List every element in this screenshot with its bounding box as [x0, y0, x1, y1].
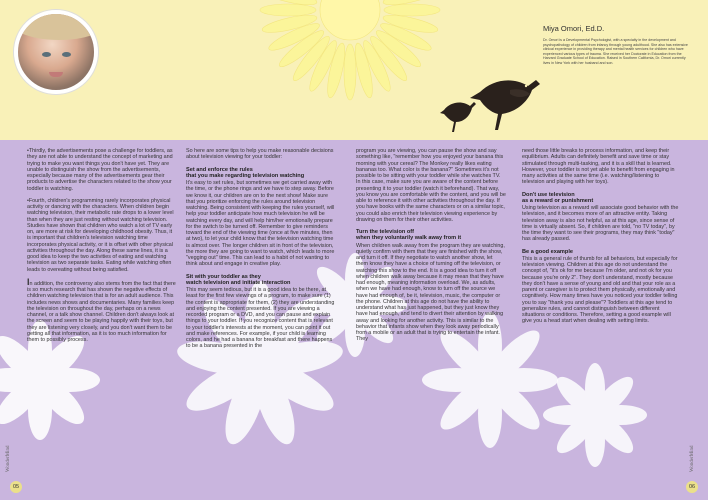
author-name: Miya Omori, Ed.D.	[543, 24, 605, 33]
magazine-name-right: WonderMind	[690, 445, 695, 472]
paragraph: •Fourth, children's programming rarely incorporates physical activity or dancing with the characters. When children begin watching television, their metabolic rate drops to a lower level than when they are just resting without watching television. Studies have shown that children who watch a lot of TV early on, are more at risk for developing childhood obesity. Thus, it is important that children's television watching time incorporates physical activity, or it is offset with other physical activities throughout the day. Along these same lines, it is a good idea to keep the two activities of eating and watching television as two separate tasks. Eating while watching often leads to overeating without being satisfied.	[27, 197, 174, 273]
heading-line: Set and enforce the rules	[186, 166, 253, 173]
heading-line: that you make regarding television watching	[186, 172, 305, 179]
page-number-right: 06	[686, 481, 698, 493]
paragraph: This is a general rule of thumb for all behaviors, but especially for television viewing. Children at this age do not understand the concept of, "it's ok for me because I'm older, and not ok for you because you're only 2". They don't understand, mostly because they don't have a sense of young and old and that your role as a parent or caregiver is to protect them physically, emotionally and cognitively. How many times have you noticed your toddler telling you to say "thank you and please"? Toddlers at this age tend to generalize rules, and cannot distinguish between different situations or conditions. Therefore, setting a good example will give you a head start when dealing with setting limits.	[522, 255, 678, 325]
paragraph	[27, 276, 177, 344]
section-heading	[186, 274, 336, 287]
paragraph-text: n addition, the controversy also stems from the fact that there is so much research that has shown the negative effects of children watching television that is for an adult audience. This includes news shows and documentaries. Many families keep the television on throughout the day, perhaps on a news channel, or a talk show channel. Children don't always look at the screen and seem to be playing happily with their toys, but they are listening very closely, and you don't want them to be getting all that information, as it is too much information for them to possibly process.	[27, 280, 176, 343]
section-heading	[356, 229, 506, 242]
heading-line: Turn the television off	[356, 229, 415, 235]
paragraph: Using television as a reward will associate good behavior with the television, and it becomes more of an attractive entity. Taking television away is also not helpful, as at this age, since sense of time is virtually absent. So, if children are told, "no TV today", by the time they want to see their programs, they may think "today" has already passed.	[522, 205, 679, 243]
drop-cap: I	[27, 276, 30, 287]
paragraph: •Thirdly, the advertisements pose a challenge for toddlers, as they are not able to understand the concept of marketing and trying to make you want things you don't have yet. They are unable to distinguish the show from the advertisements, especially because many of the advertisements gear their products to advertise the characters related to the show your toddler is watching.	[27, 148, 173, 192]
paragraph: When children walk away from the program they are watching, quietly confirm with them that they are finished with the show, and turn it off. If they negotiate to watch another show, let them know they have a choice of turning off the television, or watching this show to the end. It is a good idea to turn it off when children walk away because it may mean that they have had enough, meaning information overload. We, as adults, when we have had enough, know to turn off the source we have had enough of, be it, television, music, the computer or the phone. Children at this age do not have the ability to understand what has just happened, but they just know they have had enough, and tend to divert their attention by walking away and looking for another activity. This is similar to the behavior that infants show when they look away periodically from a mobile or an adult that is trying to entertain the infant. They	[356, 242, 505, 343]
heading-line: as a reward or punishment	[522, 197, 594, 204]
paragraph: need those little breaks to process information, and keep their equilibrium. Adults can definitely benefit and save time or stay stimulated through multi-tasking, and it is a skill that is learned. However, your toddler is not yet able to benefit from engaging in many activities at the same time (i.e. watching/listening to television and playing with her toys).	[522, 148, 675, 186]
paragraph: program you are viewing, you can pause the show and say something like, "remember how you enjoyed your banana this morning with your cereal? The Monkey really likes eating bananas too. What color is the banana?" Sometimes it's not possible to be sitting with your toddler while she watches TV. In this case, make sure you are aware of the content before presenting it to your toddler (watch it beforehand). That way, you know you are comfortable with the content, and you will be able to reference it with other activities throughout the day. If you have books with the same characters or on a similar topic, you could also enrich their television viewing experience by drawing on them for their other activities.	[356, 148, 506, 223]
child-portrait-photo	[14, 10, 98, 94]
heading-line: Sit with your toddler as they	[186, 273, 261, 280]
magazine-name-left: WonderMind	[6, 445, 11, 472]
section-heading	[186, 167, 336, 180]
flower-graphic-bottom	[540, 360, 650, 470]
sun-ray	[344, 44, 356, 100]
heading-line: Don't use television	[522, 191, 575, 198]
section-heading	[522, 192, 682, 205]
article-column-1	[27, 148, 177, 349]
article-column-4	[522, 148, 682, 331]
page-number-left: 05	[10, 481, 22, 493]
heading-line: watch television and initiate interaction	[186, 279, 291, 286]
paragraph: So here are some tips to help you make reasonable decisions about television viewing for your toddler:	[186, 148, 334, 161]
article-column-2	[186, 148, 336, 356]
article-column-3	[356, 148, 506, 349]
header-band	[0, 0, 708, 140]
heading-line: when they voluntarily walk away from it	[356, 235, 462, 242]
paragraph: It's easy to set rules, but sometimes we get carried away with the time, or the phone rings and we have to step away. Before we know it, our children are on to the next show! Make sure that you prioritize enforcing the rules around television watching. Being consistent with keeping the rules yourself, will help your toddler anticipate how much television he will be watching every day, and will help him/her emotionally prepare for the switch to be turned off. Remember to give reminders toward the end of the viewing time (once at five minutes, then at two), to let your child know that the television watching time is almost over. The longer children sit in front of the television, the more they are going to want to watch, which leads to more "vegging out" time. This can lead to a habit of not wanting to think about and engage in creative play.	[186, 180, 335, 268]
author-bio: Dr. Omori is a Developmental Psychologist, with a specialty in the development and psychopathology of children from infancy through young adulthood. She also has extensive clinical experience in providing therapy and mental health services for children who have experienced various types of trauma. She received her Doctorate in Education from the Harvard Graduate School of Education. Raised in Southern California, Dr. Omori currently lives in New York with her husband and son.	[543, 38, 688, 65]
sun-ray	[260, 4, 316, 16]
birds-illustration	[440, 72, 560, 140]
section-heading: Be a good example	[522, 248, 573, 255]
sun-ray	[384, 4, 440, 16]
paragraph: This may seem tedious, but it is a good idea to be there, at least for the first few viewings of a program, to make sure (1) the content is appropriate for them, (2) they are understanding and enjoying the content presented. If you are viewing a recorded program or a DVD, and you can pause and explain things to your toddler. If you recognize content that is relevant to your toddler's interests at the moment, you can point it out and make references. For example, if your child is learning colors, and he had a banana for breakfast and there happens to be a banana presented in the	[186, 287, 335, 350]
